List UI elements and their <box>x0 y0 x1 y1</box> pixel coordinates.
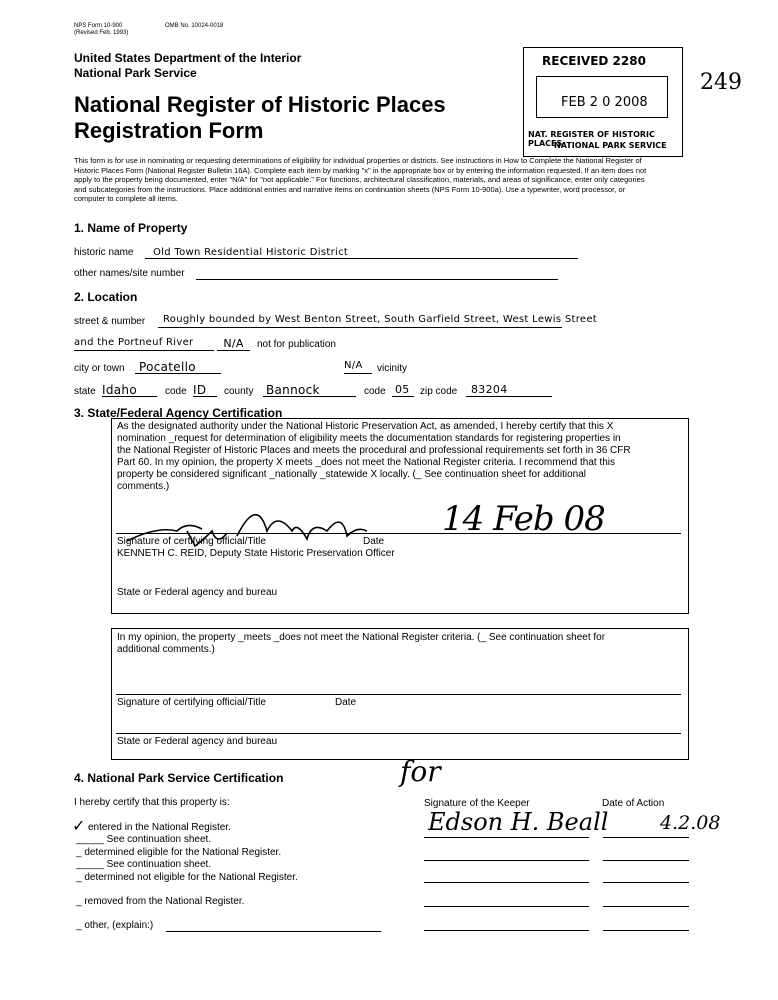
other-explain-line[interactable] <box>166 931 381 932</box>
opinion-line: additional comments.) <box>117 644 215 655</box>
omb-number: OMB No. 10024-0018 <box>165 23 224 29</box>
status-continuation-2[interactable]: _____ See continuation sheet. <box>76 859 212 870</box>
agency-label: State or Federal agency and bureau <box>117 587 278 598</box>
status-not-eligible[interactable]: _ determined not eligible for the National Register. <box>76 872 298 883</box>
section3-heading: 3. State/Federal Agency Certification <box>74 406 283 420</box>
signature-line-2 <box>116 694 681 695</box>
received-stamp <box>523 47 683 157</box>
stamp-line2: NATIONAL PARK SERVICE <box>554 141 667 150</box>
date-line-1[interactable] <box>603 837 689 838</box>
page-subtitle: Registration Form <box>74 118 264 143</box>
keeper-line-2[interactable] <box>424 860 589 861</box>
cert-line: property be considered significant _nationally _statewide X locally. (_ See continuation sheet for additional <box>117 469 586 480</box>
street-field[interactable] <box>158 314 598 328</box>
keeper-line-5[interactable] <box>424 930 589 931</box>
service: National Park Service <box>74 66 197 80</box>
official-name: KENNETH C. REID, Deputy State Historic Preservation Officer <box>117 548 395 559</box>
margin-number: 249 <box>700 70 742 95</box>
stamp-line1: NAT. REGISTER OF HISTORIC PLACES <box>528 130 655 148</box>
status-eligible[interactable]: _ determined eligible for the National Register. <box>76 847 282 858</box>
status-removed[interactable]: _ removed from the National Register. <box>76 896 245 907</box>
cert-line: Part 60. In my opinion, the property X meets _does not meet the National Register criteria. I recommend that this <box>117 457 616 468</box>
county-code-field[interactable] <box>392 383 414 397</box>
zip-label: zip code <box>420 386 458 397</box>
keeper-line-3[interactable] <box>424 882 589 883</box>
stamp-inner-box <box>536 76 668 118</box>
certification-text <box>117 421 683 493</box>
other-names-field[interactable] <box>196 266 558 280</box>
signature-date-label: Date <box>363 536 385 547</box>
signature-date: 14 Feb 08 <box>442 499 605 539</box>
opinion-text <box>117 632 683 656</box>
county-value: Bannock <box>266 383 320 397</box>
date-label-2: Date <box>335 697 357 708</box>
intro-paragraph <box>74 156 724 204</box>
county-code-value: 05 <box>395 383 410 396</box>
city-field[interactable] <box>135 360 221 374</box>
form-revised: (Revised Feb. 1993) <box>74 30 129 36</box>
county-label: county <box>224 386 254 397</box>
state-code-value: ID <box>193 383 207 397</box>
form-number: NPS Form 10-900 <box>74 23 123 29</box>
street-value-2: and the Portneuf River <box>74 337 194 348</box>
state-value: Idaho <box>102 383 137 397</box>
historic-name-field[interactable] <box>145 245 578 259</box>
checkmark-icon: ✓ <box>72 818 86 835</box>
signature-label-2: Signature of certifying official/Title <box>117 697 266 708</box>
code-label: code <box>165 386 187 397</box>
for-handwriting: for <box>400 755 441 788</box>
vicinity-label: vicinity <box>377 363 408 374</box>
na-publication-field[interactable] <box>217 337 250 351</box>
street-label: street & number <box>74 316 146 327</box>
agency-line-2 <box>116 733 681 734</box>
department: United States Department of the Interior <box>74 51 302 65</box>
vicinity-field[interactable] <box>344 360 372 374</box>
historic-name-value: Old Town Residential Historic District <box>153 247 349 258</box>
cert-line: As the designated authority under the National Historic Preservation Act, as amended, I hereby certify that this X <box>117 421 614 432</box>
action-date: 4.2.08 <box>660 812 721 834</box>
stamp-date: FEB 2 0 2008 <box>561 95 648 110</box>
signature-label: Signature of certifying official/Title <box>117 536 266 547</box>
action-label: Date of Action <box>602 798 665 809</box>
street-value: Roughly bounded by West Benton Street, South Garfield Street, West Lewis Street <box>163 314 598 325</box>
cert-line: the National Register of Historic Places and meets the procedural and professional requirements set forth in 36 CFR <box>117 445 631 456</box>
status-other[interactable]: _ other, (explain:) <box>76 920 154 931</box>
section4-heading: 4. National Park Service Certification <box>74 771 284 785</box>
keeper-signature: Edson H. Beall <box>428 808 609 836</box>
state-label: state <box>74 386 96 397</box>
zip-value: 83204 <box>471 383 508 396</box>
other-names-label: other names/site number <box>74 268 185 279</box>
historic-name-label: historic name <box>74 247 134 258</box>
keeper-label: Signature of the Keeper <box>424 798 530 809</box>
intro-line: apply to the property being documented, enter "N/A" for "not applicable." For functions, architectural classification, materials, and areas of significance, enter only categories <box>74 175 645 184</box>
keeper-line-4[interactable] <box>424 906 589 907</box>
certify-statement: I hereby certify that this property is: <box>74 797 230 808</box>
street-field-2[interactable] <box>74 337 214 351</box>
city-label: city or town <box>74 363 125 374</box>
not-for-publication-label: not for publication <box>257 339 336 350</box>
vicinity-value: N/A <box>344 360 363 371</box>
date-line-5[interactable] <box>603 930 689 931</box>
intro-line: This form is for use in nominating or requesting determinations of eligibility for individual properties or districts. See instructions in How to Complete the National Register of <box>74 156 642 165</box>
intro-line: and subcategories from the instructions. Place additional entries and narrative items on continuation sheets (NPS Form 10-900a). Use a typewriter, word processor, or <box>74 184 626 194</box>
opinion-line: In my opinion, the property _meets _does not meet the National Register criteria. (_ See continuation sheet for <box>117 632 606 643</box>
state-code-field[interactable] <box>193 383 217 397</box>
cert-line: comments.) <box>117 481 170 492</box>
stamp-received: RECEIVED 2280 <box>542 54 646 68</box>
certification-box-1 <box>111 418 689 614</box>
cert-line: nomination _request for determination of eligibility meets the documentation standards for registering properties in <box>117 433 621 444</box>
agency-label-2: State or Federal agency and bureau <box>117 736 278 747</box>
date-line-4[interactable] <box>603 906 689 907</box>
city-value: Pocatello <box>139 360 196 374</box>
intro-line: computer to complete all items. <box>74 194 178 203</box>
date-line-3[interactable] <box>603 882 689 883</box>
status-entered[interactable]: entered in the National Register. <box>88 822 231 833</box>
intro-line: Historic Places Form (National Register Bulletin 16A). Complete each item by marking "x" in the appropriate box or by entering the information requested. If an item does not <box>74 165 647 175</box>
county-code-label: code <box>364 386 386 397</box>
section2-heading: 2. Location <box>74 290 138 304</box>
section1-heading: 1. Name of Property <box>74 221 188 235</box>
keeper-line-1[interactable] <box>424 837 589 838</box>
county-field[interactable] <box>263 383 356 397</box>
certification-box-2 <box>111 628 689 760</box>
page-title: National Register of Historic Places <box>74 92 446 117</box>
date-line-2[interactable] <box>603 860 689 861</box>
na-publication-value: N/A <box>223 337 244 350</box>
zip-field[interactable] <box>466 383 552 397</box>
state-field[interactable] <box>102 383 157 397</box>
status-continuation-1[interactable]: _____ See continuation sheet. <box>76 834 212 845</box>
